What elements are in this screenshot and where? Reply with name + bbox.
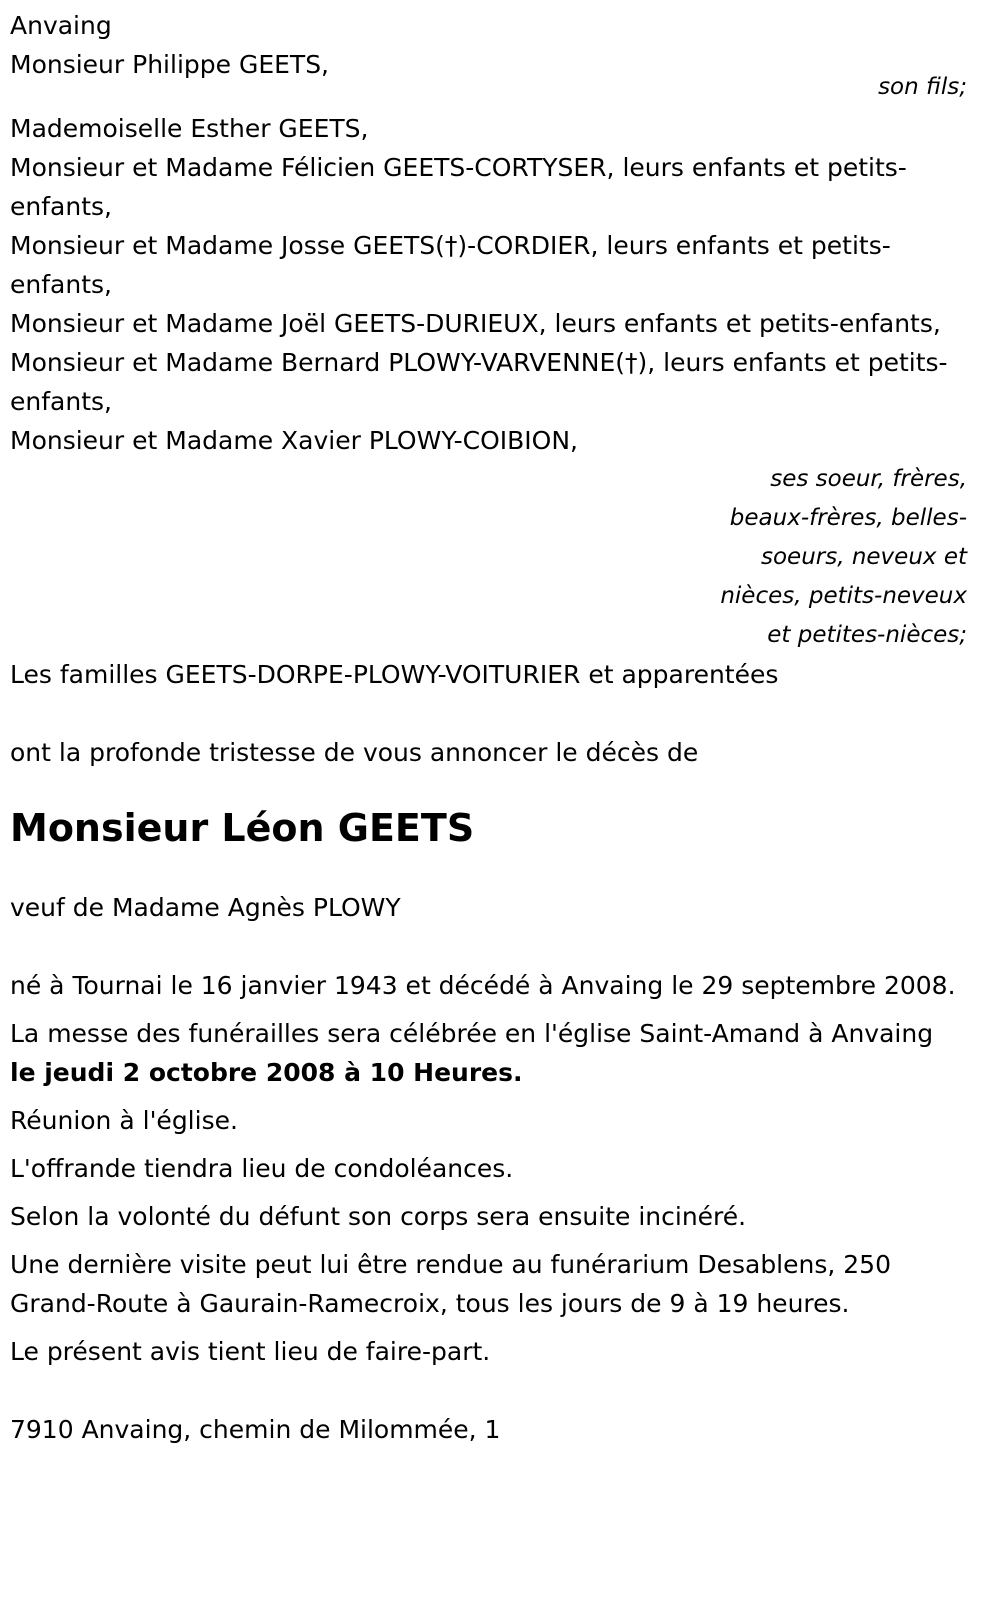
siblings-relation: ses soeur, frères, beaux-frères, belles-soeurs, neveux et nièces, petits-neveux et petites-nièces; [720,466,967,648]
son-name: Monsieur Philippe GEETS, [10,50,330,79]
deceased-name: Monsieur Léon GEETS [10,806,475,850]
son-relation: son fils; [878,74,967,100]
birth-death-line: né à Tournai le 16 janvier 1943 et décédé à Anvaing le 29 septembre 2008. [10,971,956,1000]
mass-date: le jeudi 2 octobre 2008 à 10 Heures. [10,1058,523,1087]
notice-line: Le présent avis tient lieu de faire-part. [10,1337,491,1366]
sibling-entry: Mademoiselle Esther GEETS, [10,114,369,143]
offering-line: L'offrande tiendra lieu de condoléances. [10,1154,514,1183]
siblings-list [10,109,967,460]
widower-line: veuf de Madame Agnès PLOWY [10,893,401,922]
meeting-line: Réunion à l'église. [10,1106,238,1135]
visit-line: Une dernière visite peut lui être rendue au funérarium Desablens, 250 Grand-Route à Gaurain-Ramecroix, tous les jours de 9 à 19 heures. [10,1250,891,1318]
cremation-line: Selon la volonté du défunt son corps sera ensuite incinéré. [10,1202,747,1231]
intro-line: ont la profonde tristesse de vous annoncer le décès de [10,738,699,767]
address-line: 7910 Anvaing, chemin de Milommée, 1 [10,1415,501,1444]
families-line: Les familles GEETS-DORPE-PLOWY-VOITURIER et apparentées [10,660,779,689]
place-name: Anvaing [10,11,112,40]
sibling-entry: Monsieur et Madame Xavier PLOWY-COIBION, [10,426,579,455]
sibling-entry: Monsieur et Madame Bernard PLOWY-VARVENNE(†), leurs enfants et petits-enfants, [10,348,948,416]
sibling-entry: Monsieur et Madame Josse GEETS(†)-CORDIER, leurs enfants et petits-enfants, [10,231,891,299]
sibling-entry: Monsieur et Madame Félicien GEETS-CORTYSER, leurs enfants et petits-enfants, [10,153,907,221]
mass-paragraph [10,1014,967,1092]
sibling-entry: Monsieur et Madame Joël GEETS-DURIEUX, leurs enfants et petits-enfants, [10,309,941,338]
mass-text: La messe des funérailles sera célébrée en l'église Saint-Amand à Anvaing [10,1019,934,1048]
